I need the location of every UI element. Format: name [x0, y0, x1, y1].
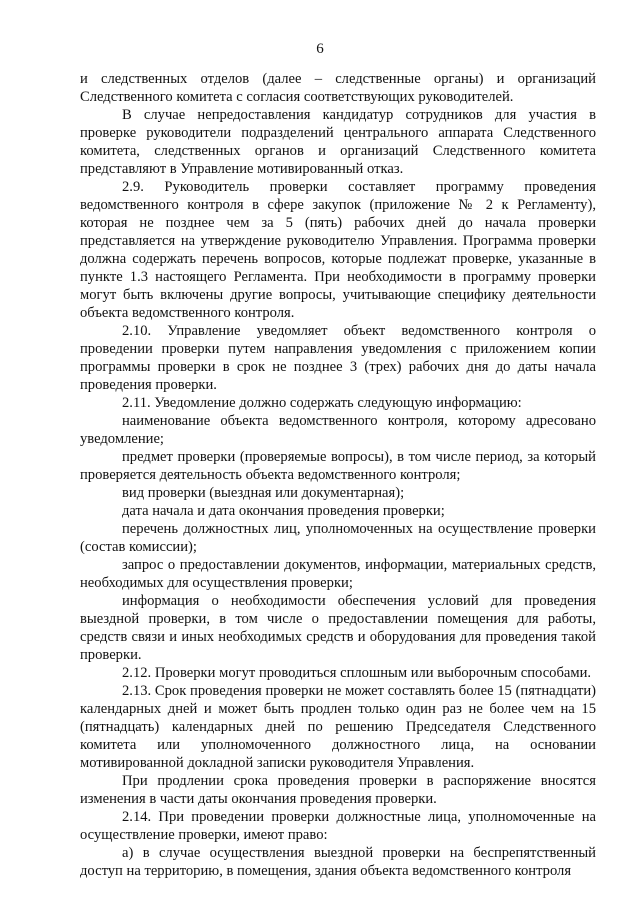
- paragraph: а) в случае осуществления выездной проверки на беспрепятственный доступ на территорию, в помещения, здания объекта ведомственного контроля: [80, 845, 596, 879]
- paragraph: и следственных отделов (далее – следственные органы) и организаций Следственного комитета с согласия соответствующих руководителей.: [80, 71, 596, 105]
- page-number: 6: [316, 41, 324, 57]
- paragraph: При продлении срока проведения проверки в распоряжение вносятся изменения в части даты окончания проведения проверки.: [80, 773, 596, 807]
- paragraph: информация о необходимости обеспечения условий для проведения выездной проверки, в том числе о предоставлении помещения для работы, средств связи и иных необходимых средств и оборудования для проведения такой проверки.: [80, 593, 596, 663]
- paragraph: 2.12. Проверки могут проводиться сплошным или выборочным способами.: [122, 665, 592, 681]
- paragraph: 2.11. Уведомление должно содержать следующую информацию:: [122, 395, 522, 411]
- paragraph: предмет проверки (проверяемые вопросы), в том числе период, за который проверяется деятельность объекта ведомственного контроля;: [80, 449, 596, 483]
- paragraph: 2.13. Срок проведения проверки не может составлять более 15 (пятнадцати) календарных дней и может быть продлен только один раз не более чем на 15 (пятнадцать) календарных дней по решению Председателя Следственного комитета или уполномоченного должностного лица, на основании мотивированной докладной записки руководителя Управления.: [80, 683, 596, 771]
- paragraph: перечень должностных лиц, уполномоченных на осуществление проверки (состав комиссии);: [80, 521, 596, 555]
- paragraph: В случае непредоставления кандидатур сотрудников для участия в проверке руководители подразделений центрального аппарата Следственного комитета, следственных органов и организаций Следственного комитета представляют в Управление мотивированный отказ.: [80, 107, 596, 177]
- paragraph: запрос о предоставлении документов, информации, материальных средств, необходимых для осуществления проверки;: [80, 557, 596, 591]
- paragraph: 2.9. Руководитель проверки составляет программу проведения ведомственного контроля в сфере закупок (приложение № 2 к Регламенту), которая не позднее чем за 5 (пять) рабочих дней до начала проверки представляется на утверждение руководителю Управления. Программа проверки должна содержать перечень вопросов, которые подлежат проверке, указанные в пункте 1.3 настоящего Регламента. При необходимости в программу проверки могут быть включены другие вопросы, учитывающие специфику деятельности объекта ведомственного контроля.: [80, 179, 596, 321]
- paragraph: вид проверки (выездная или документарная);: [122, 485, 405, 501]
- paragraph: наименование объекта ведомственного контроля, которому адресовано уведомление;: [80, 413, 596, 447]
- paragraph: дата начала и дата окончания проведения проверки;: [122, 503, 445, 519]
- paragraph: 2.10. Управление уведомляет объект ведомственного контроля о проведении проверки путем направления уведомления с приложением копии программы проверки в срок не позднее 3 (трех) рабочих дня до даты начала проведения проверки.: [80, 323, 596, 393]
- document-body: [80, 70, 596, 880]
- paragraph: 2.14. При проведении проверки должностные лица, уполномоченные на осуществление проверки, имеют право:: [80, 809, 596, 843]
